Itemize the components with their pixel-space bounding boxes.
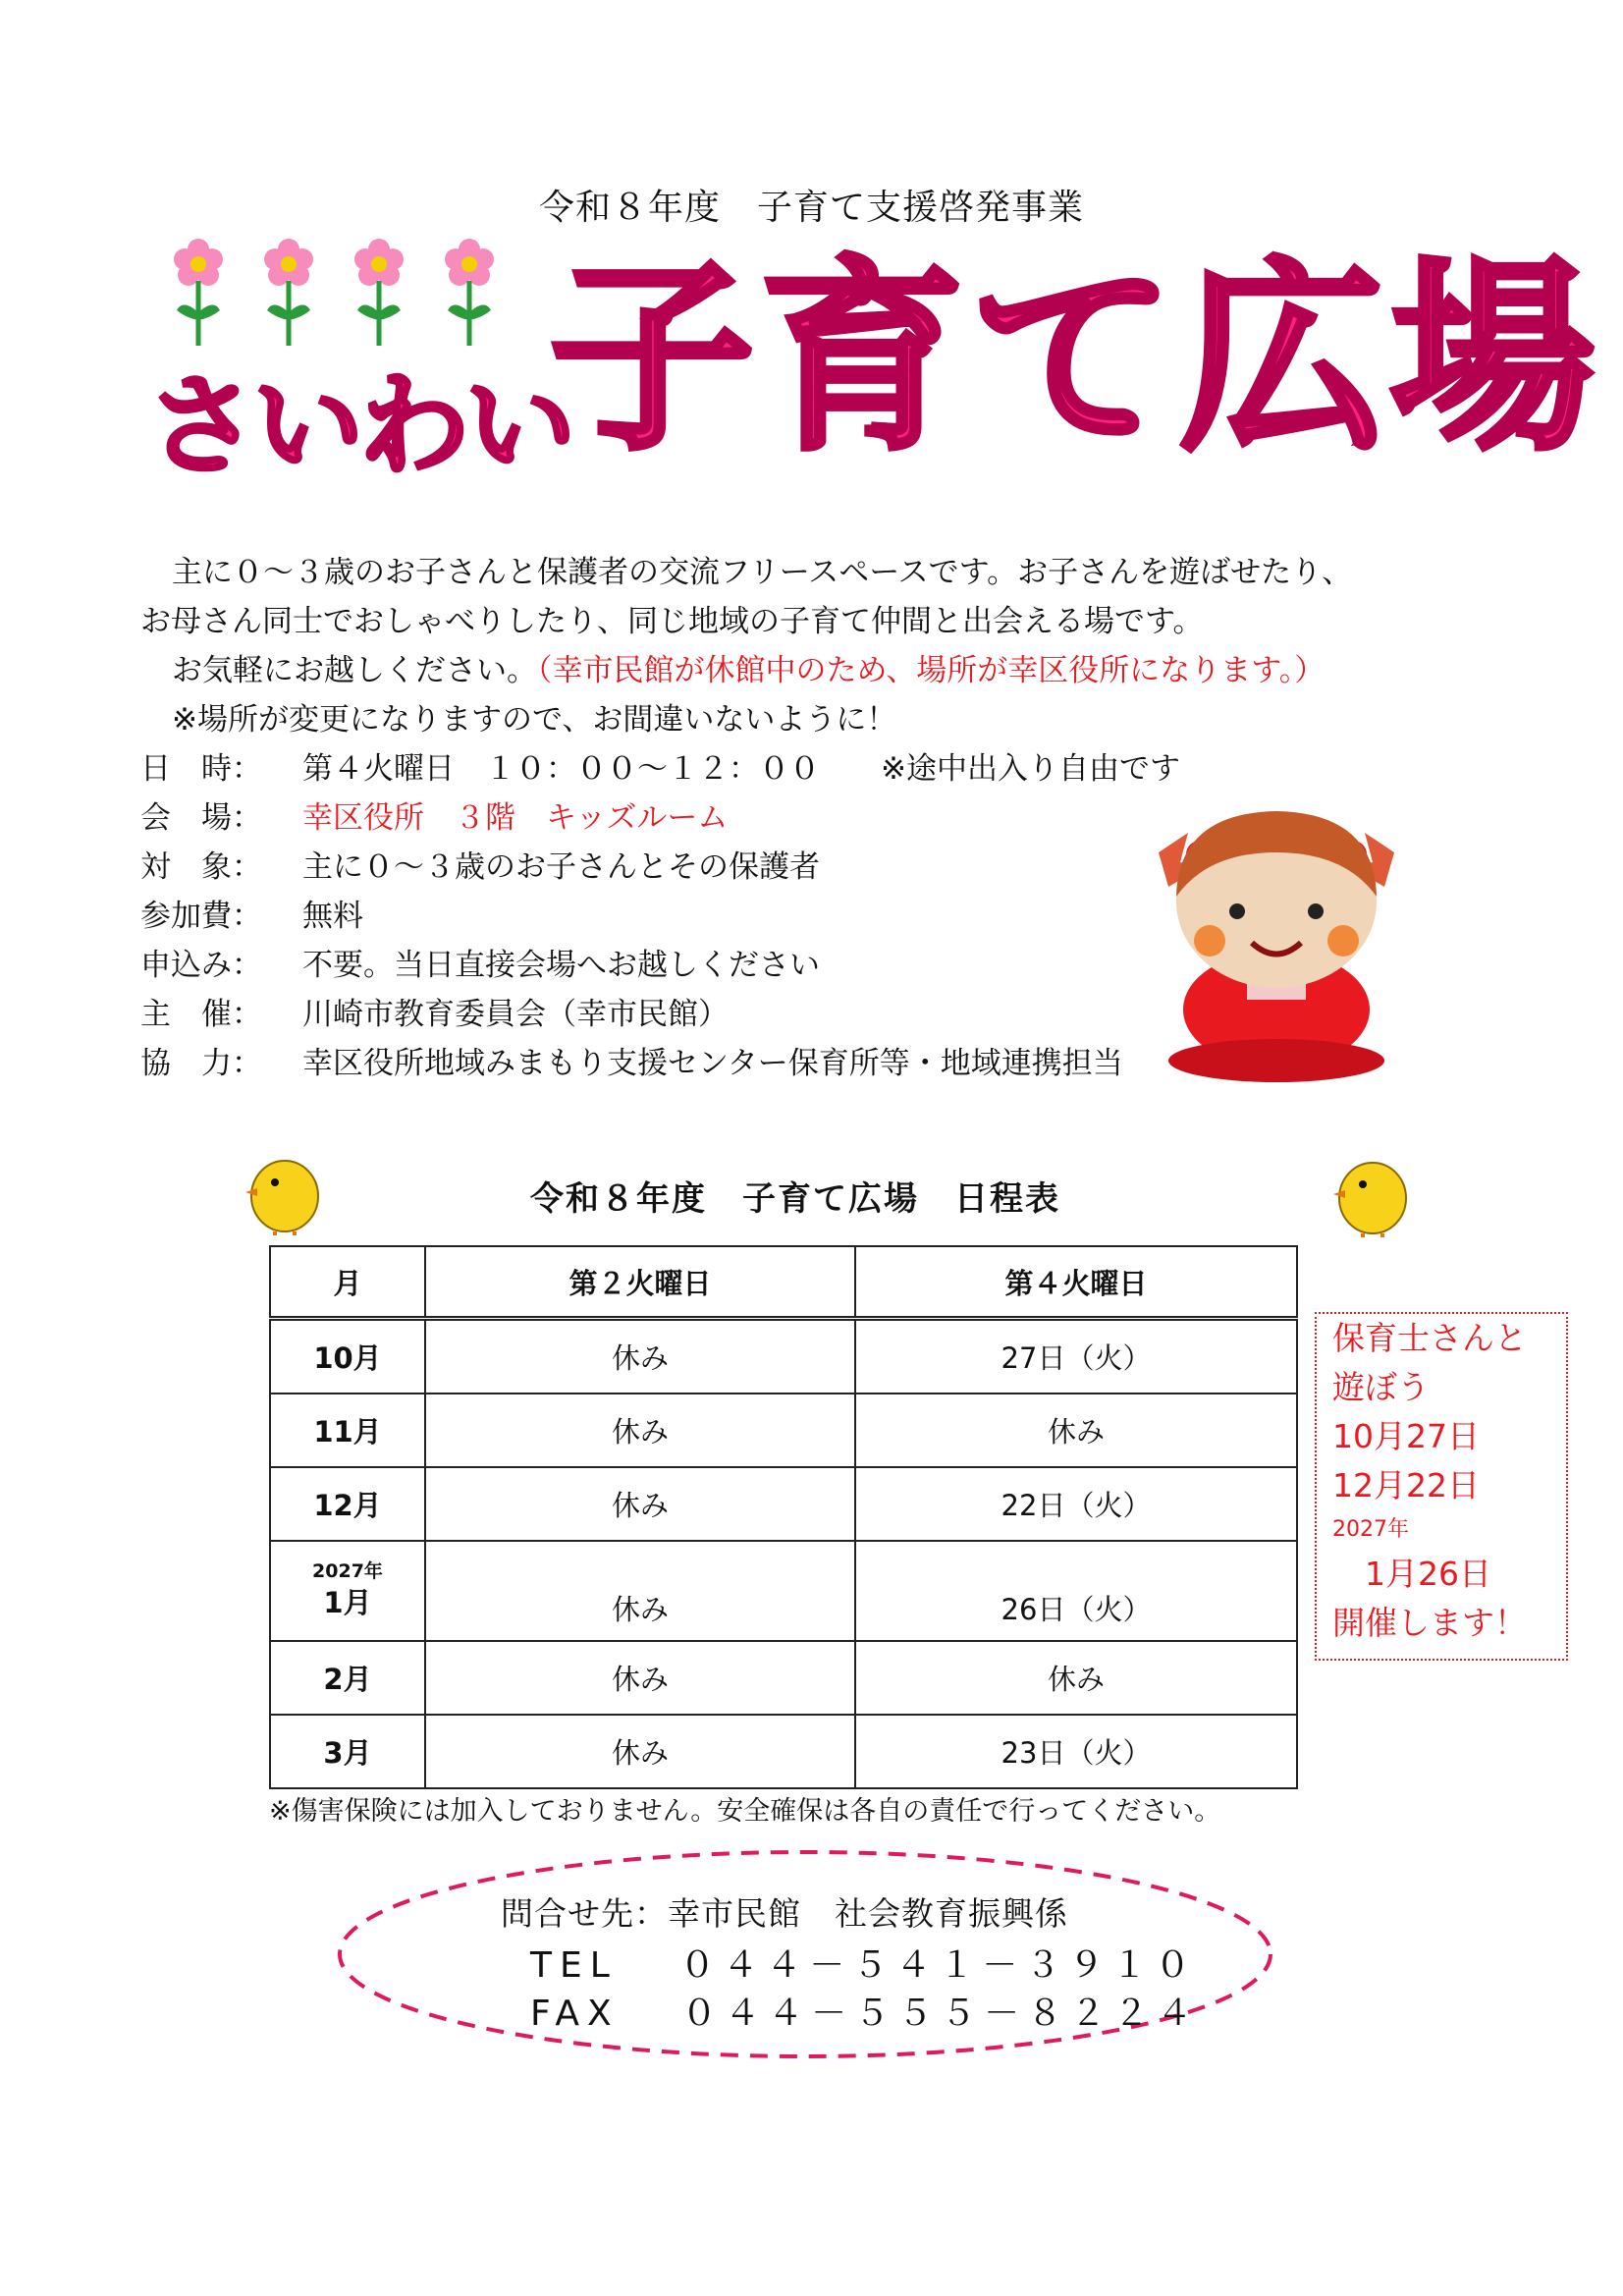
contact-heading: 問合せ先：幸市民館 社会教育振興係: [501, 1894, 1068, 1933]
page-title: 子育て広場: [550, 241, 1600, 478]
second-tuesday-cell: 休み: [425, 1394, 855, 1467]
month-cell: 3月: [270, 1715, 425, 1788]
info-value: 第４火曜日 １０：００～１２：００ ※途中出入り自由です: [302, 751, 1180, 787]
table-row: [270, 1541, 1297, 1641]
flower-icon: [436, 236, 503, 354]
info-value: 幸区役所地域みまもり支援センター保育所等・地域連携担当: [302, 1046, 1123, 1081]
flower-icon: [255, 236, 322, 354]
chick-icon: [245, 1147, 324, 1235]
sidebox-date: 12月22日: [1332, 1466, 1480, 1504]
table-row: [270, 1641, 1297, 1715]
table-row: [270, 1467, 1297, 1541]
column-header-month: 月: [270, 1246, 425, 1319]
intro-text: [140, 548, 1505, 744]
info-label: 申込み：: [140, 948, 262, 983]
info-value: 不要。当日直接会場へお越しください: [302, 948, 820, 983]
intro-line: 主に０～３歳のお子さんと保護者の交流フリースペースです。お子さんを遊ばせたり、: [172, 555, 1353, 590]
schedule-table: [269, 1245, 1298, 1789]
table-row: [270, 1715, 1297, 1788]
table-header-row: [270, 1246, 1297, 1319]
second-tuesday-cell: 休み: [425, 1641, 855, 1715]
event-subtitle: 令和８年度 子育て支援啓発事業: [538, 188, 1084, 228]
sidebox-line: 保育士さんと: [1332, 1319, 1527, 1357]
sidebox-date: 1月26日: [1332, 1555, 1491, 1593]
info-row-datetime: [140, 744, 1180, 793]
info-label: 会 場：: [140, 800, 262, 836]
info-value: 川崎市教育委員会（幸市民館）: [302, 997, 729, 1032]
sidebox-line: 遊ぼう: [1332, 1368, 1430, 1406]
month-cell: 10月: [270, 1319, 425, 1394]
fourth-tuesday-cell: 27日（火）: [855, 1319, 1297, 1394]
info-label: 参加費：: [140, 899, 262, 934]
info-label: 日 時：: [140, 751, 262, 787]
month-cell: [270, 1541, 425, 1641]
second-tuesday-cell: 休み: [425, 1715, 855, 1788]
month-cell: 11月: [270, 1394, 425, 1467]
flower-icon: [165, 236, 232, 354]
column-header-4th-tuesday: 第４火曜日: [855, 1246, 1297, 1319]
fourth-tuesday-cell: 22日（火）: [855, 1467, 1297, 1541]
info-row-venue: [140, 793, 1180, 843]
girl-illustration: [1129, 793, 1424, 1088]
table-row: [270, 1319, 1297, 1394]
title-saiwai: さいわい: [147, 362, 571, 490]
contact-tel: TEL ０４４－５４１－３９１０: [530, 1945, 1199, 1986]
second-tuesday-cell: 休み: [425, 1541, 855, 1641]
info-row-application: [140, 941, 1180, 990]
flower-icon: [346, 236, 412, 354]
info-row-organizer: [140, 990, 1180, 1039]
info-value: 主に０～３歳のお子さんとその保護者: [302, 849, 820, 885]
schedule-title: 令和８年度 子育て広場 日程表: [530, 1179, 1060, 1219]
second-tuesday-cell: 休み: [425, 1467, 855, 1541]
fourth-tuesday-cell: 休み: [855, 1394, 1297, 1467]
info-row-cooperation: [140, 1039, 1180, 1088]
month-label: 1月: [323, 1585, 372, 1619]
nursery-teacher-box: [1315, 1312, 1568, 1661]
sidebox-line: 開催します！: [1332, 1604, 1527, 1642]
chick-icon: [1333, 1149, 1412, 1237]
info-value: 幸区役所 ３階 キッズルーム: [302, 800, 729, 836]
info-row-target: [140, 843, 1180, 892]
info-value: 無料: [302, 899, 363, 934]
insurance-note: ※傷害保険には加入しておりません。安全確保は各自の責任で行ってください。: [269, 1796, 1221, 1827]
intro-line: ※場所が変更になりますので、お間違いないように！: [172, 702, 897, 738]
intro-line-text: お気軽にお越しください。: [172, 653, 537, 688]
intro-line: お母さん同士でおしゃべりしたり、同じ地域の子育て仲間と出会える場です。: [140, 604, 1204, 639]
column-header-2nd-tuesday: 第２火曜日: [425, 1246, 855, 1319]
info-label: 協 力：: [140, 1046, 262, 1081]
intro-line: [140, 646, 1505, 695]
fourth-tuesday-cell: 23日（火）: [855, 1715, 1297, 1788]
info-row-fee: [140, 892, 1180, 941]
location-change-notice: （幸市民館が休館中のため、場所が幸区役所になります。）: [537, 653, 1325, 688]
sidebox-year: 2027年: [1332, 1517, 1409, 1542]
event-info: [140, 744, 1180, 1088]
fourth-tuesday-cell: 休み: [855, 1641, 1297, 1715]
month-cell: 12月: [270, 1467, 425, 1541]
info-label: 対 象：: [140, 849, 262, 885]
contact-fax: FAX ０４４－５５５－８２２４: [530, 1994, 1201, 2034]
month-cell: 2月: [270, 1641, 425, 1715]
fourth-tuesday-cell: 26日（火）: [855, 1541, 1297, 1641]
sidebox-date: 10月27日: [1332, 1417, 1480, 1455]
second-tuesday-cell: 休み: [425, 1319, 855, 1394]
table-row: [270, 1394, 1297, 1467]
info-label: 主 催：: [140, 997, 262, 1032]
year-label: 2027年: [312, 1559, 383, 1582]
